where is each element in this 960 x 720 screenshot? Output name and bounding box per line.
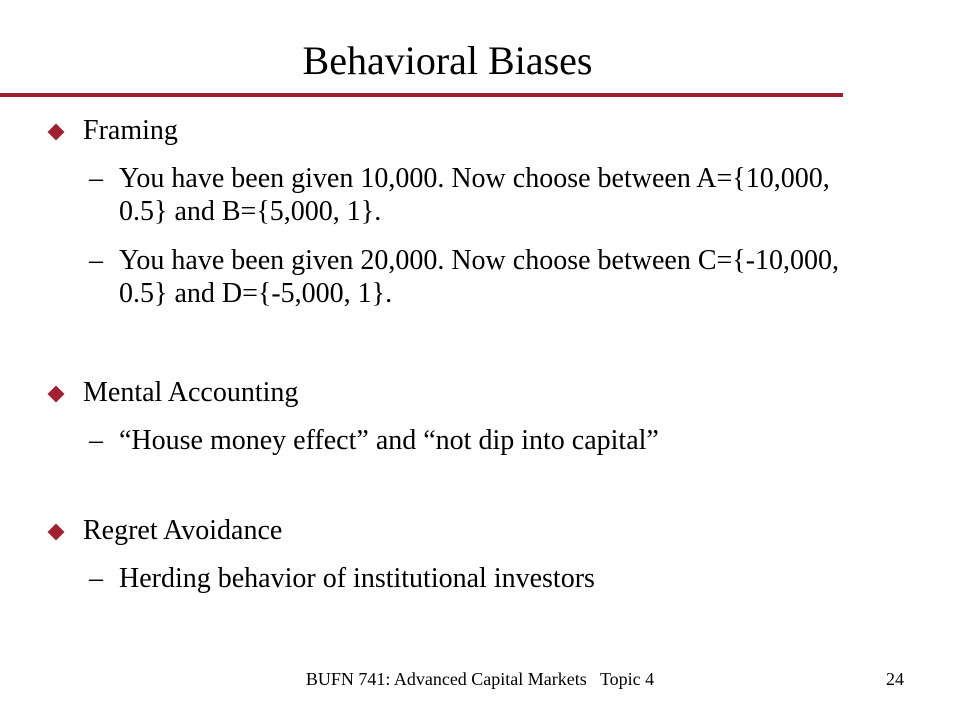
bullet-framing [45, 114, 178, 147]
bullet-label: Regret Avoidance [83, 515, 283, 546]
slide-title: Behavioral Biases [302, 38, 593, 83]
diamond-bullet-icon [48, 524, 65, 541]
sub-item [89, 244, 869, 310]
sub-item [89, 424, 869, 457]
diamond-bullet-icon [48, 124, 65, 141]
slide-footer [0, 667, 960, 691]
bullet-label: Mental Accounting [83, 377, 299, 408]
dash-marker: – [89, 425, 103, 456]
dash-marker: – [89, 245, 103, 276]
sub-item-text: Herding behavior of institutional investors [119, 563, 595, 594]
bullet-mental-accounting [45, 376, 298, 409]
dash-marker: – [89, 163, 103, 194]
sub-item-text: You have been given 20,000. Now choose between C={-10,000, 0.5} and D={-5,000, 1}. [119, 245, 840, 309]
bullet-regret-avoidance [45, 514, 282, 547]
footer-course: BUFN 741: Advanced Capital Markets Topic 4 [305, 669, 655, 689]
sub-item [89, 162, 869, 228]
dash-marker: – [89, 563, 103, 594]
diamond-bullet-icon [48, 386, 65, 403]
page-number: 24 [886, 669, 904, 689]
sub-item [89, 562, 869, 595]
sub-item-text: “House money effect” and “not dip into capital” [119, 425, 659, 456]
sub-item-text: You have been given 10,000. Now choose between A={10,000, 0.5} and B={5,000, 1}. [119, 163, 830, 227]
bullet-label: Framing [83, 115, 178, 146]
